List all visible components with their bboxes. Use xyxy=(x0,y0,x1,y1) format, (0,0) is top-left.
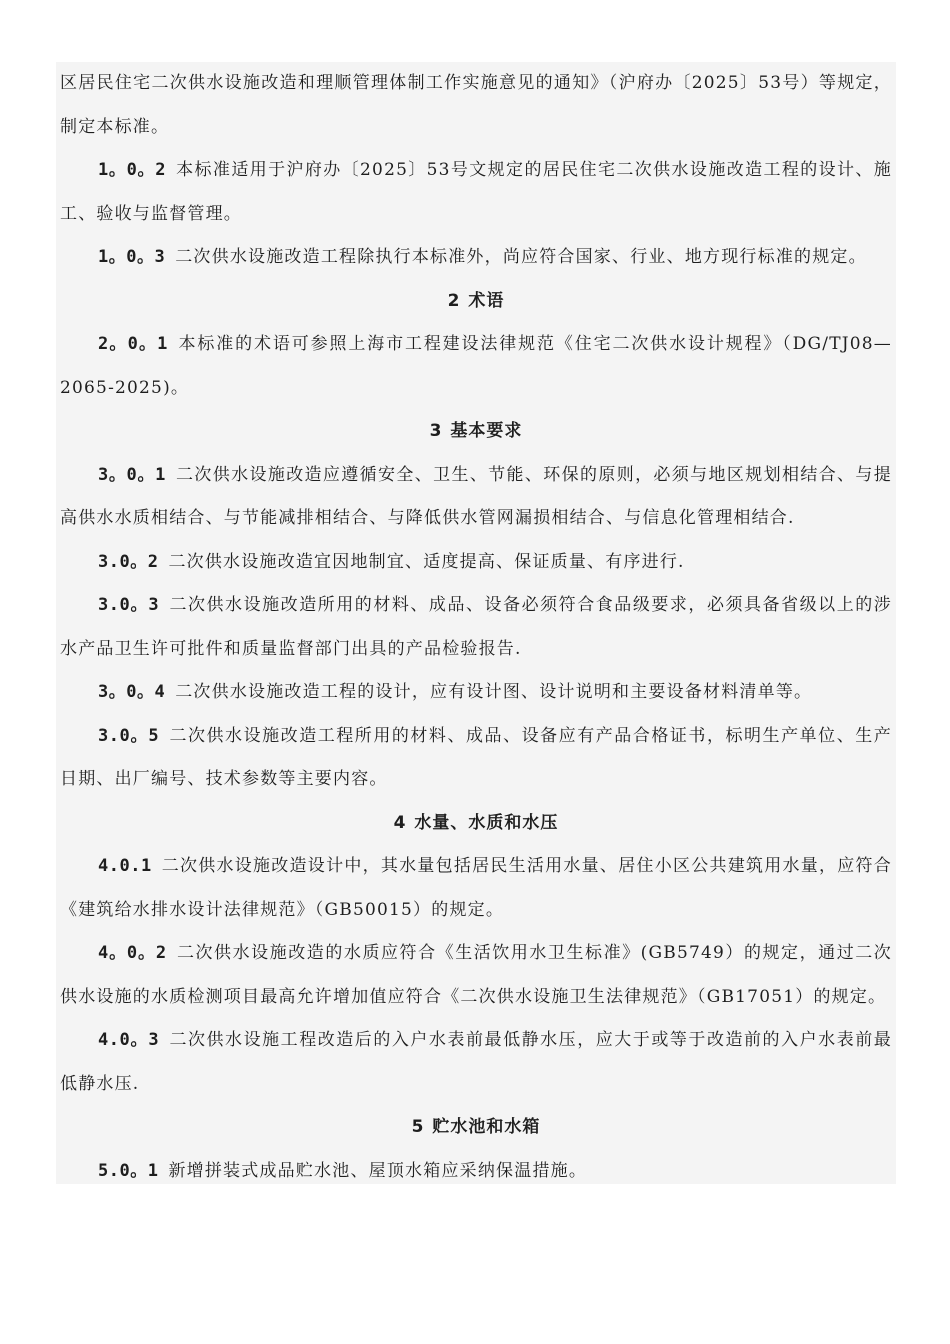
clause-text: 本标准的术语可参照上海市工程建设法律规范《住宅二次供水设计规程》（DG/TJ08—2065-2025)。 xyxy=(60,334,892,398)
clause-number: 3.0。2 xyxy=(98,551,159,572)
clause-5-0-1 xyxy=(56,1150,896,1194)
clause-2-0-1 xyxy=(56,323,896,410)
clause-3-0-2 xyxy=(56,541,896,585)
section-heading-4 xyxy=(56,802,896,846)
clause-3-0-1 xyxy=(56,454,896,541)
clause-number: 1。0。2 xyxy=(98,160,166,180)
clause-4-0-2 xyxy=(56,932,896,1019)
section-title: 术语 xyxy=(468,290,505,311)
clause-text: 本标准适用于沪府办〔2025〕53号文规定的居民住宅二次供水设施改造工程的设计、施工、验收与监督管理。 xyxy=(60,160,892,224)
section-heading-3 xyxy=(56,410,896,454)
section-number: 2 xyxy=(447,290,461,311)
clause-1-0-3 xyxy=(56,236,896,280)
clause-number: 3.0。3 xyxy=(98,595,160,615)
clause-text: 二次供水设施改造设计中，其水量包括居民生活用水量、居住小区公共建筑用水量，应符合《建筑给水排水设计法律规范》（GB50015）的规定。 xyxy=(60,856,892,920)
section-title: 贮水池和水箱 xyxy=(432,1117,541,1137)
clause-number: 4。0。2 xyxy=(98,943,167,963)
paragraph-text: 区居民住宅二次供水设施改造和理顺管理体制工作实施意见的通知》（沪府办〔2025〕53号）等规定，制定本标准。 xyxy=(60,73,892,137)
clause-4-0-3 xyxy=(56,1019,896,1106)
clause-text: 二次供水设施改造工程的设计，应有设计图、设计说明和主要设备材料清单等。 xyxy=(175,682,813,702)
clause-number: 5.0。1 xyxy=(98,1160,159,1181)
section-number: 3 xyxy=(429,421,443,441)
clause-1-0-2 xyxy=(56,149,896,236)
clause-3-0-5 xyxy=(56,715,896,802)
clause-text: 二次供水设施改造宜因地制宜、适度提高、保证质量、有序进行. xyxy=(168,551,685,572)
section-heading-2 xyxy=(56,280,896,324)
clause-4-0-1 xyxy=(56,845,896,932)
clause-text: 二次供水设施改造工程所用的材料、成品、设备应有产品合格证书，标明生产单位、生产日期、出厂编号、技术参数等主要内容。 xyxy=(60,725,892,789)
section-number: 4 xyxy=(393,812,407,833)
clause-number: 1。0。3 xyxy=(98,247,166,267)
paragraph-intro-continued xyxy=(56,62,896,149)
clause-text: 二次供水设施工程改造后的入户水表前最低静水压，应大于或等于改造前的入户水表前最低静水压. xyxy=(60,1030,892,1094)
clause-text: 二次供水设施改造所用的材料、成品、设备必须符合食品级要求，必须具备省级以上的涉水产品卫生许可批件和质量监督部门出具的产品检验报告. xyxy=(60,595,892,659)
clause-number: 3。0。1 xyxy=(98,464,166,485)
section-title: 水量、水质和水压 xyxy=(414,812,559,833)
clause-text: 二次供水设施改造工程除执行本标准外，尚应符合国家、行业、地方现行标准的规定。 xyxy=(175,247,867,267)
clause-number: 3.0。5 xyxy=(98,725,160,746)
section-heading-5 xyxy=(56,1106,896,1150)
clause-3-0-4 xyxy=(56,671,896,715)
clause-number: 2。0。1 xyxy=(98,334,168,354)
document-page xyxy=(56,62,896,1184)
clause-number: 3。0。4 xyxy=(98,682,166,702)
clause-number: 4.0.1 xyxy=(98,856,152,876)
clause-3-0-3 xyxy=(56,584,896,671)
clause-number: 4.0。3 xyxy=(98,1030,160,1050)
clause-text: 新增拼装式成品贮水池、屋顶水箱应采纳保温措施。 xyxy=(168,1160,588,1181)
section-number: 5 xyxy=(411,1117,425,1137)
clause-text: 二次供水设施改造的水质应符合《生活饮用水卫生标准》(GB5749）的规定，通过二次供水设施的水质检测项目最高允许增加值应符合《二次供水设施卫生法律规范》（GB17051）的规定。 xyxy=(60,943,892,1007)
clause-text: 二次供水设施改造应遵循安全、卫生、节能、环保的原则，必须与地区规划相结合、与提高供水水质相结合、与节能减排相结合、与降低供水管网漏损相结合、与信息化管理相结合. xyxy=(60,464,892,528)
section-title: 基本要求 xyxy=(450,421,523,441)
